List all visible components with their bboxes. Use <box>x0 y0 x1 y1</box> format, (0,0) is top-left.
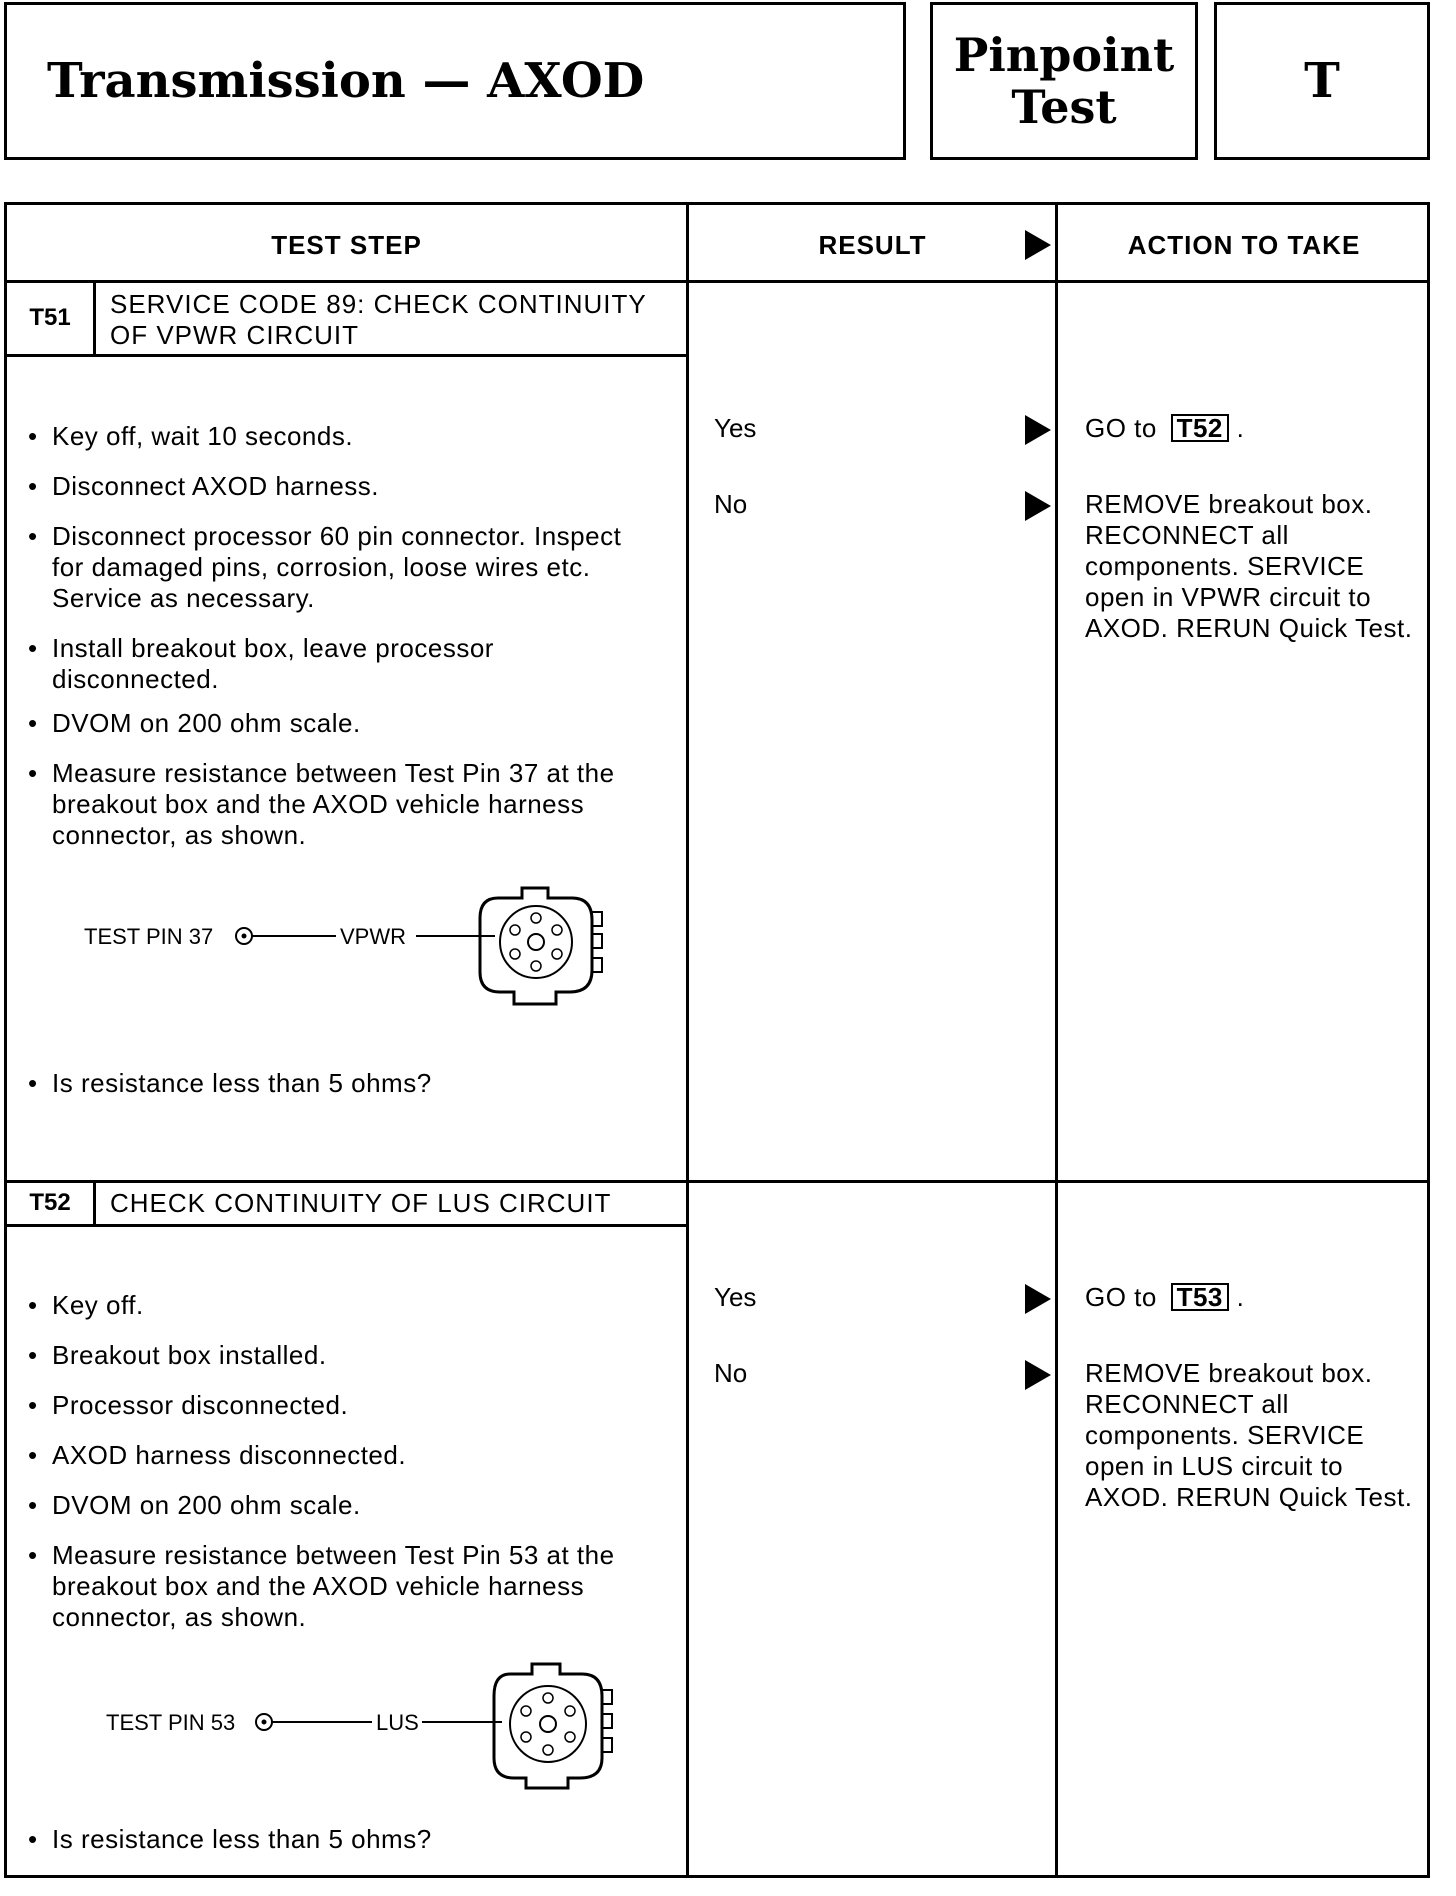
action-text: GO to <box>1085 1282 1157 1312</box>
column-header-result: RESULT <box>818 229 927 260</box>
step-bullet <box>28 1540 638 1633</box>
action-text: GO to <box>1085 413 1157 443</box>
action-yes <box>1085 1282 1415 1313</box>
column-divider-2 <box>1055 202 1058 1878</box>
step-title-line: SERVICE CODE 89: CHECK CONTINUITY <box>110 289 647 319</box>
bullet-icon: • <box>28 1390 38 1420</box>
bullet-text: Disconnect AXOD harness. <box>52 471 380 501</box>
action-suffix: . <box>1236 413 1245 443</box>
step-reference-link[interactable]: T52 <box>1171 414 1229 442</box>
result-arrow-icon <box>1025 491 1051 521</box>
action-no: REMOVE breakout box. RECONNECT all components. SERVICE open in LUS circuit to AXOD. RERUN Quick Test. <box>1085 1358 1413 1512</box>
step-bullet <box>28 1340 668 1371</box>
step-bullet <box>28 421 668 452</box>
bullet-text: Install breakout box, leave processor disconnected. <box>52 633 494 694</box>
bullet-text: DVOM on 200 ohm scale. <box>52 1490 361 1520</box>
step-id: T51 <box>29 304 71 331</box>
test-pin-label: TEST PIN 53 <box>106 1710 236 1735</box>
action-no: REMOVE breakout box. RECONNECT all components. SERVICE open in VPWR circuit to AXOD. RERUN Quick Test. <box>1085 489 1413 643</box>
step-question <box>28 1068 668 1099</box>
step-bullet <box>28 1440 668 1471</box>
step-title-line: OF VPWR CIRCUIT <box>110 320 359 350</box>
step-bullet <box>28 521 628 614</box>
page-title: Transmission — AXOD <box>47 53 645 109</box>
test-pin-label: TEST PIN 37 <box>84 924 214 949</box>
bullet-icon: • <box>28 1068 38 1098</box>
bullet-icon: • <box>28 1824 38 1854</box>
result-no: No <box>714 1358 748 1388</box>
connector-drawing <box>100 1660 640 1790</box>
step-bullet <box>28 471 668 502</box>
circuit-label: LUS <box>376 1710 419 1735</box>
step-title <box>110 1188 611 1219</box>
step-bullet <box>28 633 588 695</box>
bullet-icon: • <box>28 471 38 501</box>
bullet-text: Measure resistance between Test Pin 53 at the breakout box and the AXOD vehicle harness connector, as shown. <box>52 1540 615 1632</box>
doc-type-box <box>930 2 1198 160</box>
bullet-text: DVOM on 200 ohm scale. <box>52 708 361 738</box>
bullet-icon: • <box>28 758 38 788</box>
step-divider <box>4 1180 1430 1183</box>
bullet-icon: • <box>28 1540 38 1570</box>
bullet-text: Key off. <box>52 1290 144 1320</box>
result-arrow-icon <box>1025 1284 1051 1314</box>
step-id-divider <box>93 1180 96 1224</box>
bullet-text: AXOD harness disconnected. <box>52 1440 407 1470</box>
result-yes: Yes <box>714 413 757 443</box>
bullet-icon: • <box>28 1340 38 1370</box>
step-reference-link[interactable]: T53 <box>1171 1283 1229 1311</box>
bullet-icon: • <box>28 421 38 451</box>
step-title-underline <box>4 1224 686 1227</box>
bullet-text: Processor disconnected. <box>52 1390 349 1420</box>
section-letter-box <box>1214 2 1430 160</box>
result-arrow-icon <box>1025 415 1051 445</box>
step-title-line: CHECK CONTINUITY OF LUS CIRCUIT <box>110 1188 612 1218</box>
circuit-label: VPWR <box>340 924 406 949</box>
action-suffix: . <box>1236 1282 1245 1312</box>
action-yes <box>1085 413 1415 444</box>
bullet-text: Key off, wait 10 seconds. <box>52 421 354 451</box>
connector-diagram <box>100 1660 640 1790</box>
bullet-icon: • <box>28 1290 38 1320</box>
result-yes: Yes <box>714 1282 757 1312</box>
bullet-icon: • <box>28 521 38 551</box>
doc-type-label: Pinpoint Test <box>953 28 1175 134</box>
step-id-divider <box>93 280 96 354</box>
step-bullet <box>28 1290 668 1321</box>
bullet-icon: • <box>28 633 38 663</box>
bullet-text: Disconnect processor 60 pin connector. Inspect for damaged pins, corrosion, loose wires etc. Service as necessary. <box>52 521 622 613</box>
question-text: Is resistance less than 5 ohms? <box>52 1068 432 1098</box>
step-id: T52 <box>29 1189 71 1216</box>
result-no: No <box>714 489 748 519</box>
question-text: Is resistance less than 5 ohms? <box>52 1824 432 1854</box>
column-header-action: ACTION TO TAKE <box>1127 229 1361 260</box>
step-title-underline <box>4 354 686 357</box>
column-divider-1 <box>686 202 689 1878</box>
header-row-divider <box>4 280 1430 283</box>
step-bullet <box>28 758 638 851</box>
connector-diagram <box>80 880 620 1010</box>
step-question <box>28 1824 668 1855</box>
bullet-icon: • <box>28 1490 38 1520</box>
bullet-icon: • <box>28 1440 38 1470</box>
bullet-text: Breakout box installed. <box>52 1340 327 1370</box>
step-bullet <box>28 1490 668 1521</box>
step-bullet <box>28 1390 668 1421</box>
step-bullet <box>28 708 668 739</box>
bullet-icon: • <box>28 708 38 738</box>
header-title-box <box>4 2 906 160</box>
column-header-test-step: TEST STEP <box>271 229 422 260</box>
step-title <box>110 289 647 351</box>
section-letter: T <box>1304 53 1340 109</box>
result-arrow-icon <box>1025 1360 1051 1390</box>
bullet-text: Measure resistance between Test Pin 37 at the breakout box and the AXOD vehicle harness connector, as shown. <box>52 758 615 850</box>
result-arrow-icon <box>1025 230 1051 260</box>
